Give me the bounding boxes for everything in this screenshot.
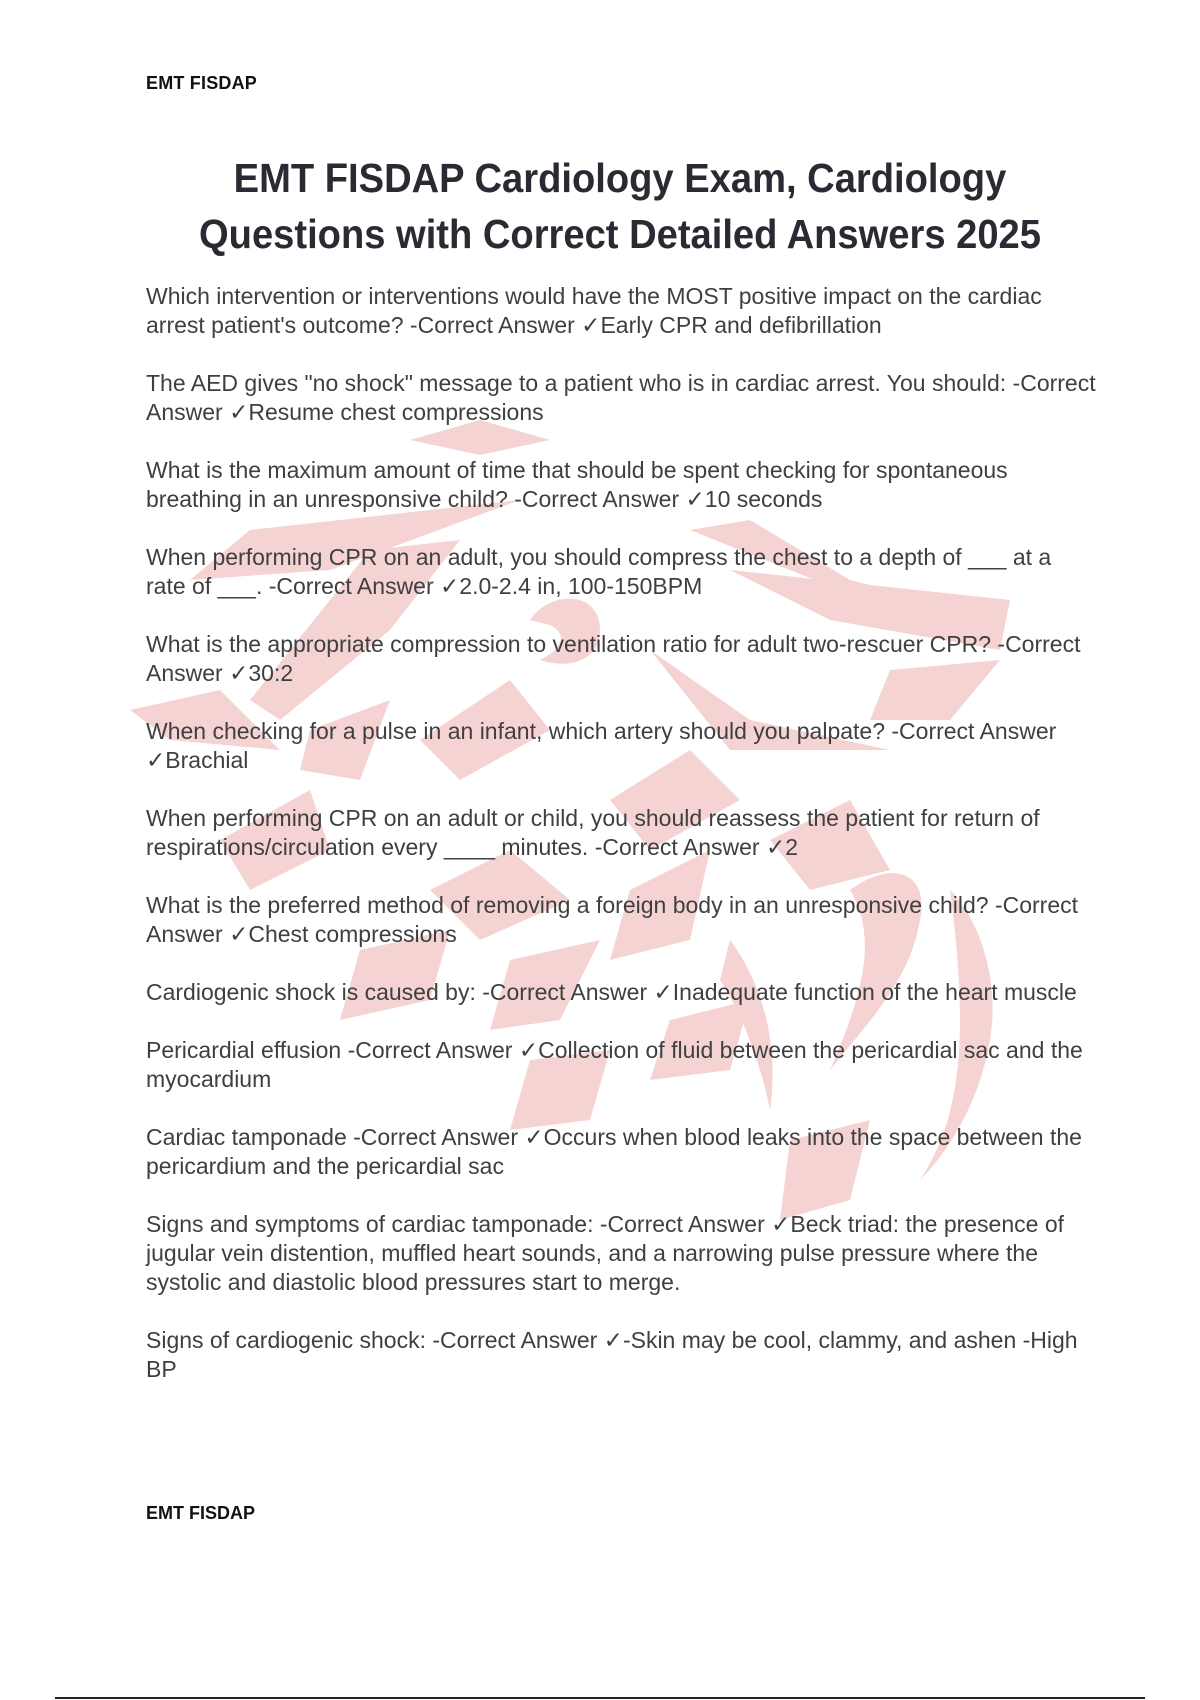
question-text: What is the preferred method of removing a foreign body in an unresponsive child? xyxy=(146,892,995,918)
running-header: EMT FISDAP xyxy=(146,73,258,93)
correct-answer-marker: -Correct Answer ✓ xyxy=(599,1211,791,1237)
answer-text: Occurs when blood leaks into the space between the pericardium and the pericardial sac xyxy=(146,1124,1082,1179)
qa-item xyxy=(146,456,1096,514)
question-text: Which intervention or interventions would have the MOST positive impact on the cardiac arrest patient's outcome? xyxy=(146,283,1042,338)
qa-list xyxy=(146,282,1096,1413)
answer-text: 10 seconds xyxy=(704,486,823,512)
question-text: Cardiogenic shock is caused by: xyxy=(146,979,483,1005)
answer-text: Chest compressions xyxy=(248,921,457,947)
answer-text: 2 xyxy=(785,834,799,860)
correct-answer-marker: -Correct Answer ✓ xyxy=(353,1124,544,1150)
correct-answer-marker: -Correct Answer ✓ xyxy=(146,718,1057,773)
answer-text: 30:2 xyxy=(248,660,294,686)
question-text: When checking for a pulse in an infant, which artery should you palpate? xyxy=(146,718,892,744)
correct-answer-marker: -Correct Answer ✓ xyxy=(146,631,1081,686)
question-text: What is the appropriate compression to ventilation ratio for adult two-rescuer CPR? xyxy=(146,631,998,657)
question-text: When performing CPR on an adult, you should compress the chest to a depth of ___ at a rate of ___. xyxy=(146,544,1052,599)
answer-text: Inadequate function of the heart muscle xyxy=(672,979,1077,1005)
question-text: When performing CPR on an adult or child, you should reassess the patient for return of respirations/circulation every ____ minutes. xyxy=(146,805,1040,860)
title-line-1: EMT FISDAP Cardiology Exam, Cardiology xyxy=(233,155,1007,201)
correct-answer-marker: -Correct Answer ✓ xyxy=(268,573,460,599)
answer-text: Collection of fluid between the pericardial sac and the myocardium xyxy=(146,1037,1083,1092)
correct-answer-marker: -Correct Answer ✓ xyxy=(146,370,1096,425)
correct-answer-marker: -Correct Answer ✓ xyxy=(347,1037,539,1063)
title-line-2: Questions with Correct Detailed Answers 2025 xyxy=(199,211,1041,257)
answer-text: Resume chest compressions xyxy=(248,399,544,425)
qa-item xyxy=(146,717,1096,775)
correct-answer-marker: -Correct Answer ✓ xyxy=(594,834,786,860)
correct-answer-marker: -Correct Answer ✓ xyxy=(482,979,673,1005)
qa-item xyxy=(146,369,1096,427)
qa-item xyxy=(146,978,1096,1007)
qa-item xyxy=(146,543,1096,601)
question-text: Signs and symptoms of cardiac tamponade: xyxy=(146,1211,600,1237)
qa-item xyxy=(146,1210,1096,1297)
qa-item xyxy=(146,630,1096,688)
bottom-rule xyxy=(55,1697,1145,1699)
qa-item xyxy=(146,282,1096,340)
correct-answer-marker: -Correct Answer ✓ xyxy=(514,486,705,512)
answer-text: Beck triad: the presence of jugular vein distention, muffled heart sounds, and a narrowing pulse pressure where the systolic and diastolic blood pressures start to merge. xyxy=(146,1211,1065,1295)
correct-answer-marker: -Correct Answer ✓ xyxy=(432,1327,623,1353)
question-text: The AED gives "no shock" message to a patient who is in cardiac arrest. You should: xyxy=(146,370,1013,396)
qa-item xyxy=(146,1036,1096,1094)
question-text: Cardiac tamponade xyxy=(146,1124,354,1150)
qa-item xyxy=(146,804,1096,862)
answer-text: -Skin may be cool, clammy, and ashen -High BP xyxy=(146,1327,1078,1382)
correct-answer-marker: -Correct Answer ✓ xyxy=(146,892,1078,947)
question-text: Signs of cardiogenic shock: xyxy=(146,1327,433,1353)
question-text: What is the maximum amount of time that should be spent checking for spontaneous breathing in an unresponsive child? xyxy=(146,457,1008,512)
answer-text: 2.0-2.4 in, 100-150BPM xyxy=(459,573,703,599)
qa-item xyxy=(146,1326,1096,1384)
correct-answer-marker: -Correct Answer ✓ xyxy=(409,312,601,338)
running-footer: EMT FISDAP xyxy=(146,1503,256,1523)
answer-text: Early CPR and defibrillation xyxy=(600,312,882,338)
qa-item xyxy=(146,1123,1096,1181)
answer-text: Brachial xyxy=(165,747,249,773)
document-title xyxy=(136,150,1103,262)
question-text: Pericardial effusion xyxy=(146,1037,348,1063)
qa-item xyxy=(146,891,1096,949)
